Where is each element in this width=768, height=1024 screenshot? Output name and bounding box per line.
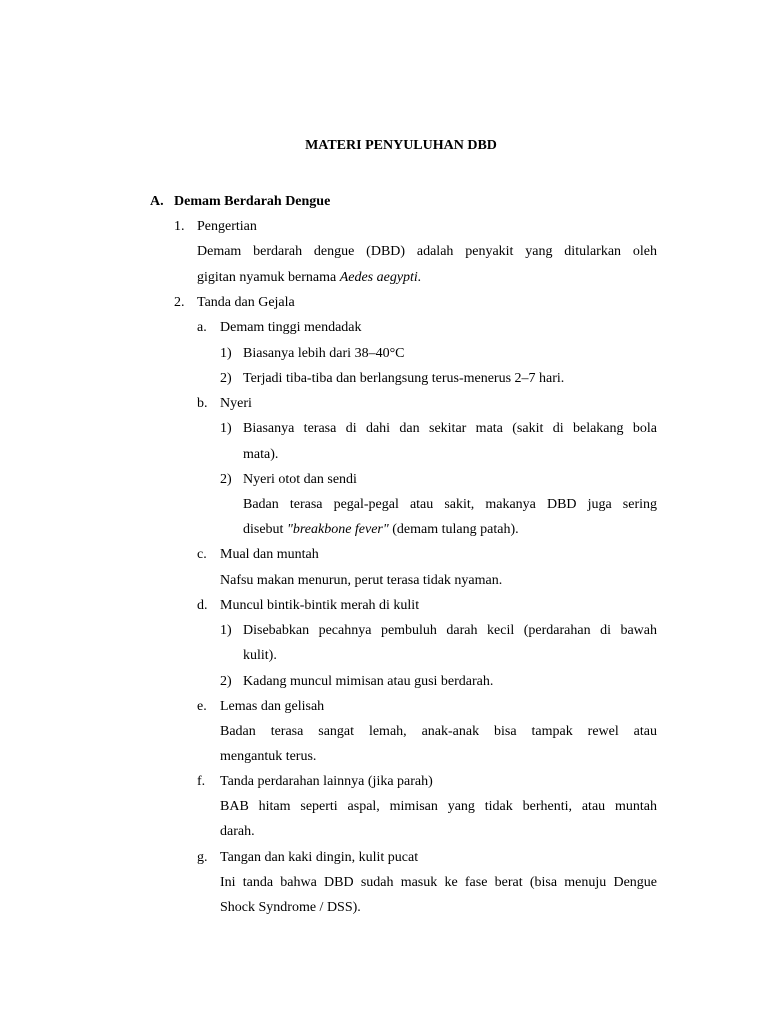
item-2-heading: Tanda dan Gejala: [197, 295, 295, 310]
sub-c-heading: Mual dan muntah: [220, 547, 319, 562]
sub-b-point-1-line2: mata).: [243, 447, 279, 462]
sub-d-point-1-marker: 1): [220, 623, 232, 638]
sub-b-point-2-line1: Badan terasa pegal-pegal atau sakit, makanya DBD juga sering: [243, 497, 657, 512]
sub-g-marker: g.: [197, 850, 208, 865]
species-name: Aedes aegypti.: [339, 270, 422, 285]
sub-a-point-2-text: Terjadi tiba-tiba dan berlangsung terus-menerus 2–7 hari.: [243, 371, 565, 386]
sub-e-marker: e.: [197, 699, 207, 714]
item-1-marker: 1.: [174, 219, 185, 234]
section-a-marker: A.: [150, 194, 164, 209]
sub-b-point-2-heading: Nyeri otot dan sendi: [243, 472, 357, 487]
sub-f-marker: f.: [197, 774, 206, 789]
sub-e-heading: Lemas dan gelisah: [220, 699, 325, 714]
sub-b-point-2-marker: 2): [220, 472, 232, 487]
sub-c-line1: Nafsu makan menurun, perut terasa tidak nyaman.: [220, 573, 503, 588]
item-1-text-line2: gigitan nyamuk bernama Aedes aegypti.: [197, 270, 422, 285]
sub-b-heading: Nyeri: [220, 396, 252, 411]
sub-g-heading: Tangan dan kaki dingin, kulit pucat: [220, 850, 419, 865]
section-a-heading: Demam Berdarah Dengue: [174, 194, 331, 209]
sub-a-marker: a.: [197, 320, 207, 335]
sub-d-marker: d.: [197, 598, 208, 613]
sub-d-point-1-line1: Disebabkan pecahnya pembuluh darah kecil (perdarahan di bawah: [243, 623, 657, 638]
sub-b-marker: b.: [197, 396, 208, 411]
sub-a-point-1-marker: 1): [220, 346, 232, 361]
sub-f-line2: darah.: [220, 824, 255, 839]
item-1-text-line1: Demam berdarah dengue (DBD) adalah penyakit yang ditularkan oleh: [197, 244, 657, 259]
sub-d-point-2-marker: 2): [220, 674, 232, 689]
sub-b-point-2-line2: disebut "breakbone fever" (demam tulang patah).: [243, 522, 519, 537]
item-1-heading: Pengertian: [197, 219, 257, 234]
sub-d-point-1-line2: kulit).: [243, 648, 277, 663]
sub-d-point-2-text: Kadang muncul mimisan atau gusi berdarah.: [243, 674, 494, 689]
sub-a-heading: Demam tinggi mendadak: [220, 320, 362, 335]
sub-f-heading: Tanda perdarahan lainnya (jika parah): [220, 774, 433, 789]
item-2-marker: 2.: [174, 295, 185, 310]
sub-a-point-1-text: Biasanya lebih dari 38–40°C: [243, 346, 405, 361]
sub-g-line2: Shock Syndrome / DSS).: [220, 900, 361, 915]
sub-a-point-2-marker: 2): [220, 371, 232, 386]
sub-d-heading: Muncul bintik-bintik merah di kulit: [220, 598, 420, 613]
sub-f-line1: BAB hitam seperti aspal, mimisan yang tidak berhenti, atau muntah: [220, 799, 657, 814]
sub-g-line1: Ini tanda bahwa DBD sudah masuk ke fase berat (bisa menuju Dengue: [220, 875, 657, 890]
sub-e-line1: Badan terasa sangat lemah, anak-anak bisa tampak rewel atau: [220, 724, 657, 739]
sub-b-point-1-marker: 1): [220, 421, 232, 436]
sub-e-line2: mengantuk terus.: [220, 749, 317, 764]
sub-c-marker: c.: [197, 547, 207, 562]
breakbone-fever-term: "breakbone fever": [286, 522, 389, 537]
sub-b-point-1-line1: Biasanya terasa di dahi dan sekitar mata (sakit di belakang bola: [243, 421, 657, 436]
document-title: MATERI PENYULUHAN DBD: [305, 138, 497, 153]
